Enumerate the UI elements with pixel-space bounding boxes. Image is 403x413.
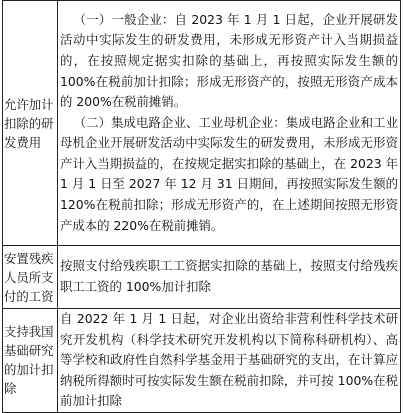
paragraph: 自 2022 年 1 月 1 日起，对企业出资给非营利性科学技术研究开发机构（科学技术研究开发机构以下简称科研机构）、高等学校和政府性自然科学基金用于基础研究的支出，在计算应纳税所得额时可按实际发生额在税前扣除，并可按 100%在税前加计扣除 — [60, 311, 398, 409]
row-content — [58, 1, 401, 246]
row-header: 允许加计扣除的研发费用 — [3, 1, 58, 246]
paragraph: 按照支付给残疾职工工资据实扣除的基础上，按照支付给残疾职工工资的 100%加计扣除 — [60, 258, 398, 294]
row-content — [58, 309, 401, 413]
row-content — [58, 246, 401, 309]
paragraph: （一）一般企业：自 2023 年 1 月 1 日起，企业开展研发活动中实际发生的研发费用，未形成无形资产计入当期损益的，在按照规定据实扣除的基础上，再按照实际发生额的 100%在税前加计扣除；形成无形资产的，按照无形资产成本的 200%在税前摊销。 — [60, 11, 398, 110]
deduction-table — [2, 0, 401, 413]
paragraph: （二）集成电路企业、工业母机企业：集成电路企业和工业母机企业开展研发活动中实际发生的研发费用，未形成无形资产计入当期损益的，在按规定据实扣除的基础上，在 2023 年 1 月 1 日至 2027 年 12 月 31 日期间，再按照实际发生额的 120%在税前扣除；形成无形资产的，在上述期间按照无形资产成本的 220%在税前摊销。 — [60, 114, 398, 233]
row-header: 支持我国基础研究的加计扣除 — [3, 309, 58, 413]
table-row — [3, 309, 401, 413]
row-header: 安置残疾人员所支付的工资 — [3, 246, 58, 309]
table-row — [3, 1, 401, 246]
table-row — [3, 246, 401, 309]
